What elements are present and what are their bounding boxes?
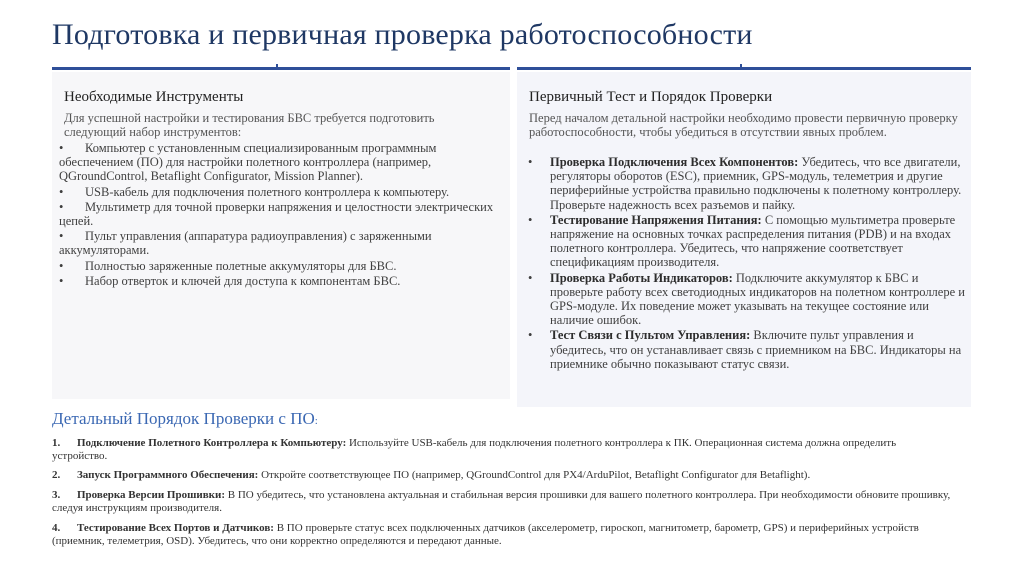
list-item: • Тест Связи с Пультом Управления: Включите пульт управления и убедитесь, что он устанавливает связь с приемником на БВС. Индикаторы на приемнике обычно показывают статус связи. <box>528 328 962 371</box>
divider-tick <box>276 64 278 70</box>
list-item: • Пульт управления (аппаратура радиоуправления) с заряженными аккумуляторами. <box>59 229 432 258</box>
initial-test-heading: Первичный Тест и Порядок Проверки <box>529 89 773 105</box>
tools-list <box>59 141 504 289</box>
bullet: • <box>528 328 533 343</box>
list-item: • Компьютер с установленным специализированным программным обеспечением (ПО) для настройки полетного контроллера (например, QGroundControl, Betaflight Configurator, Mission Planner). <box>59 141 437 184</box>
bullet: • <box>59 184 64 199</box>
list-item: • Проверка Подключения Всех Компонентов: Убедитесь, что все двигатели, регуляторы оборотов (ESC), приемник, GPS-модуль, телеметрия и другие периферийные устройства правильно подключены к полетному контроллеру. Проверьте надежность всех разъемов и пайку. <box>528 155 962 212</box>
list-item: • Проверка Работы Индикаторов: Подключите аккумулятор к БВС и проверьте работу всех светодиодных индикаторов на полетном контроллере и GPS-модуле. Их поведение может указывать на текущее состояние или наличие ошибок. <box>528 270 965 328</box>
detail-heading: Детальный Порядок Проверки с ПО: <box>52 409 318 428</box>
right-divider <box>517 67 971 70</box>
initial-test-intro: Перед началом детальной настройки необходимо провести первичную проверку работоспособности, чтобы убедиться в отсутствии явных проблем. <box>529 111 958 139</box>
bullet: • <box>528 155 533 169</box>
left-divider <box>52 67 510 70</box>
step-item: 1. Подключение Полетного Контроллера к Компьютеру: Используйте USB-кабель для подключения полетного контроллера к ПК. Операционная система должна определить устройство. <box>52 437 897 462</box>
detail-steps <box>52 437 952 555</box>
bullet: • <box>528 212 533 227</box>
list-item: • Полностью заряженные полетные аккумуляторы для БВС. <box>59 258 397 273</box>
list-item: • Тестирование Напряжения Питания: С помощью мультиметра проверьте напряжение на основных точках распределения питания (PDB) и на входах полетного контроллера. Убедитесь, что напряжение соответствует спецификациям производителя. <box>528 212 956 270</box>
list-item: • Набор отверток и ключей для доступа к компонентам БВС. <box>59 273 401 288</box>
page-title: Подготовка и первичная проверка работоспособности <box>52 18 753 51</box>
list-item: • USB-кабель для подключения полетного контроллера к компьютеру. <box>59 184 450 199</box>
bullet: • <box>59 141 64 155</box>
initial-test-panel <box>517 72 971 407</box>
step-item: 2. Запуск Программного Обеспечения: Откройте соответствующее ПО (например, QGroundControl для PX4/ArduPilot, Betaflight Configurator для Betaflight). <box>52 469 811 481</box>
bullet: • <box>59 273 64 288</box>
step-item: 3. Проверка Версии Прошивки: В ПО убедитесь, что установлена актуальная и стабильная версия прошивки для вашего полетного контроллера. При необходимости обновите прошивку, следуя инструкциям производителя. <box>52 489 951 514</box>
list-item: • Мультиметр для точной проверки напряжения и целостности электрических цепей. <box>59 199 494 229</box>
tools-intro: Для успешной настройки и тестирования БВС требуется подготовить следующий набор инструментов: <box>64 111 435 139</box>
step-item: 4. Тестирование Всех Портов и Датчиков: В ПО проверьте статус всех подключенных датчиков (акселерометр, гироскоп, магнитометр, барометр, GPS) и периферийных устройств (приемник, телеметрия, OSD). Убедитесь, что они корректно определяются и передают данные. <box>52 522 919 547</box>
tools-panel <box>52 72 510 399</box>
divider-tick <box>740 64 742 70</box>
tools-heading: Необходимые Инструменты <box>64 89 244 105</box>
bullet: • <box>59 258 64 273</box>
bullet: • <box>59 229 64 244</box>
initial-test-list <box>524 155 969 372</box>
bullet: • <box>59 199 64 214</box>
bullet: • <box>528 270 533 285</box>
